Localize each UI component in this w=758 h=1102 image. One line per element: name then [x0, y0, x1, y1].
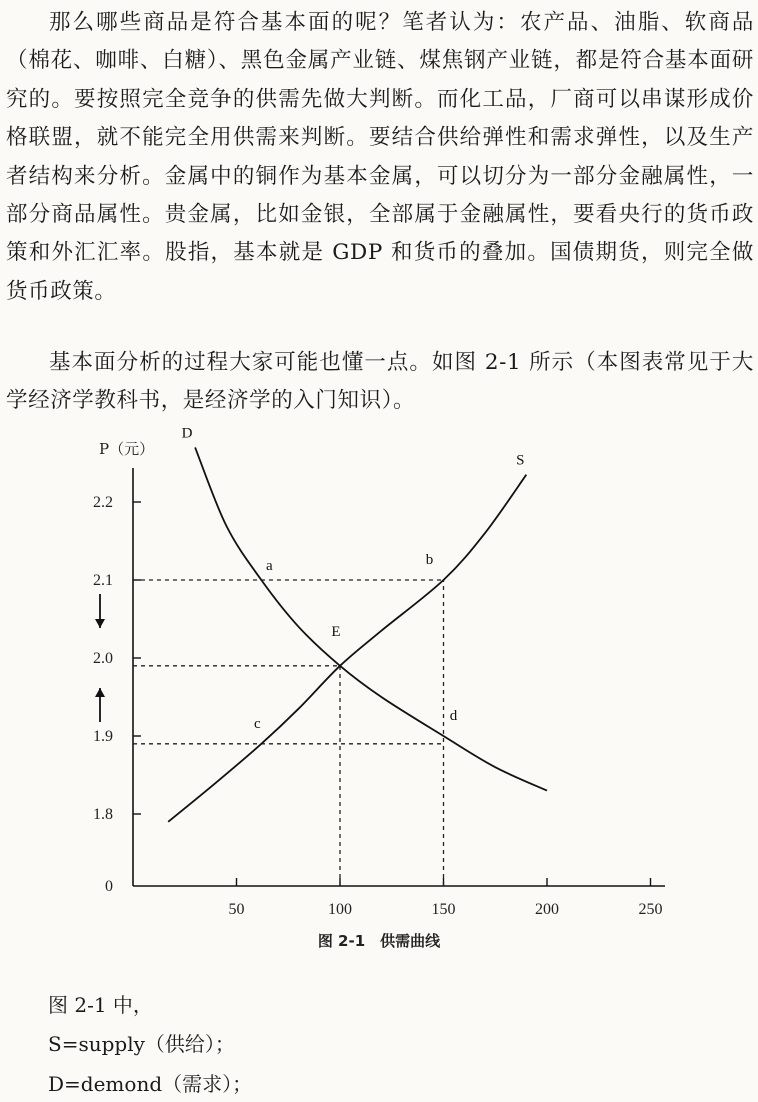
curve-label-d: D — [181, 425, 193, 442]
point-label-a: a — [266, 558, 273, 574]
chart-curves — [168, 447, 547, 821]
point-label-c: c — [254, 715, 261, 732]
curve-s — [168, 475, 526, 822]
paragraph-fundamental-analysis: 基本面分析的过程大家可能也懂一点。如图 2-1 所示（本图表常见于大学经济学教科书，是经济学的入门知识）。 — [6, 350, 754, 414]
chart-axes — [93, 440, 665, 918]
price-down-arrow — [95, 594, 105, 628]
definition-demand: D=demond（需求）； — [48, 1072, 253, 1096]
point-label-d: d — [449, 708, 458, 724]
y-tick-label: 1.9 — [93, 728, 113, 745]
curve-d — [195, 447, 547, 790]
price-up-arrow — [95, 688, 105, 722]
chart-labels — [95, 425, 524, 731]
x-tick-label: 250 — [638, 901, 663, 918]
definition-intro: 图 2-1 中， — [48, 993, 153, 1017]
chart-guides — [133, 580, 444, 886]
origin-label: 0 — [105, 878, 113, 895]
definition-supply: S=supply（供给）； — [48, 1032, 235, 1056]
x-tick-label: 200 — [535, 901, 559, 918]
curve-label-s: S — [516, 452, 525, 469]
supply-demand-chart — [0, 425, 758, 918]
arrow-head — [95, 688, 105, 697]
arrow-head — [95, 619, 105, 628]
x-tick-label: 100 — [328, 901, 352, 918]
x-tick-label: 150 — [431, 901, 456, 918]
figure-caption: 图 2-1 供需曲线 — [317, 932, 441, 950]
y-axis-title: P（元） — [99, 440, 155, 458]
point-label-b: b — [425, 552, 434, 568]
y-tick-label: 2.0 — [93, 650, 113, 667]
paragraph-commodities: 那么哪些商品是符合基本面的呢？笔者认为：农产品、油脂、软商品（棉花、咖啡、白糖）、黑色金属产业链、煤焦钢产业链，都是符合基本面研究的。要按照完全竞争的供需先做大判断。而化工品，厂商可以串谋形成价格联盟，就不能完全用供需来判断。要结合供给弹性和需求弹性，以及生产者结构来分析。金属中的铜作为基本金属，可以切分为一部分金融属性，一部分商品属性。贵金属，比如金银，全部属于金融属性，要看央行的货币政策和外汇汇率。股指，基本就是 GDP 和货币的叠加。国债期货，则完全做货币政策。 — [6, 10, 754, 304]
x-tick-label: 50 — [228, 901, 245, 918]
y-tick-label: 2.1 — [93, 572, 113, 589]
y-tick-label: 1.8 — [93, 806, 113, 823]
point-label-e: E — [331, 623, 341, 640]
y-tick-label: 2.2 — [93, 494, 113, 511]
